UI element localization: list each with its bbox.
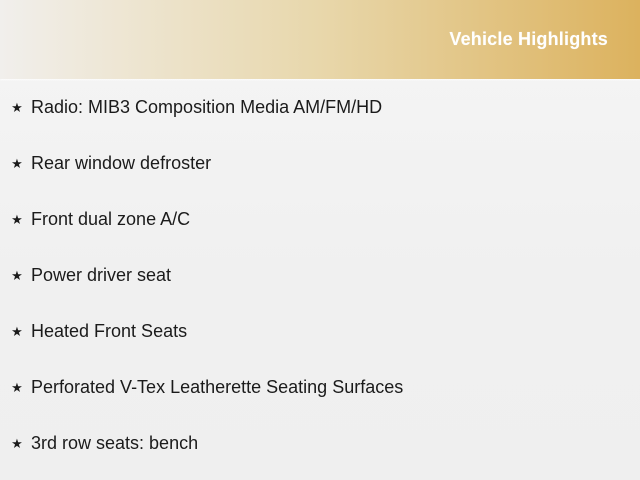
highlight-label: Power driver seat bbox=[31, 264, 172, 285]
highlight-item bbox=[10, 247, 630, 303]
highlight-item bbox=[10, 303, 630, 359]
highlight-item bbox=[10, 135, 630, 191]
star-icon: ★ bbox=[11, 379, 23, 395]
highlight-item bbox=[10, 79, 630, 135]
star-icon: ★ bbox=[11, 435, 23, 451]
highlight-label: Heated Front Seats bbox=[31, 320, 188, 341]
highlight-label: Perforated V-Tex Leatherette Seating Surfaces bbox=[31, 376, 404, 397]
highlight-label: Front dual zone A/C bbox=[31, 208, 191, 229]
star-icon: ★ bbox=[11, 323, 23, 339]
highlight-label: Rear window defroster bbox=[31, 152, 212, 173]
highlight-label: Radio: MIB3 Composition Media AM/FM/HD bbox=[31, 96, 383, 117]
page-title: Vehicle Highlights bbox=[449, 29, 608, 49]
star-icon: ★ bbox=[11, 211, 23, 227]
star-icon: ★ bbox=[11, 267, 23, 283]
header-banner bbox=[0, 0, 640, 79]
highlight-label: 3rd row seats: bench bbox=[31, 432, 199, 453]
star-icon: ★ bbox=[11, 155, 23, 171]
highlights-list bbox=[0, 79, 640, 471]
highlight-item bbox=[10, 415, 630, 471]
star-icon: ★ bbox=[11, 99, 23, 115]
highlight-item bbox=[10, 191, 630, 247]
highlight-item bbox=[10, 359, 630, 415]
